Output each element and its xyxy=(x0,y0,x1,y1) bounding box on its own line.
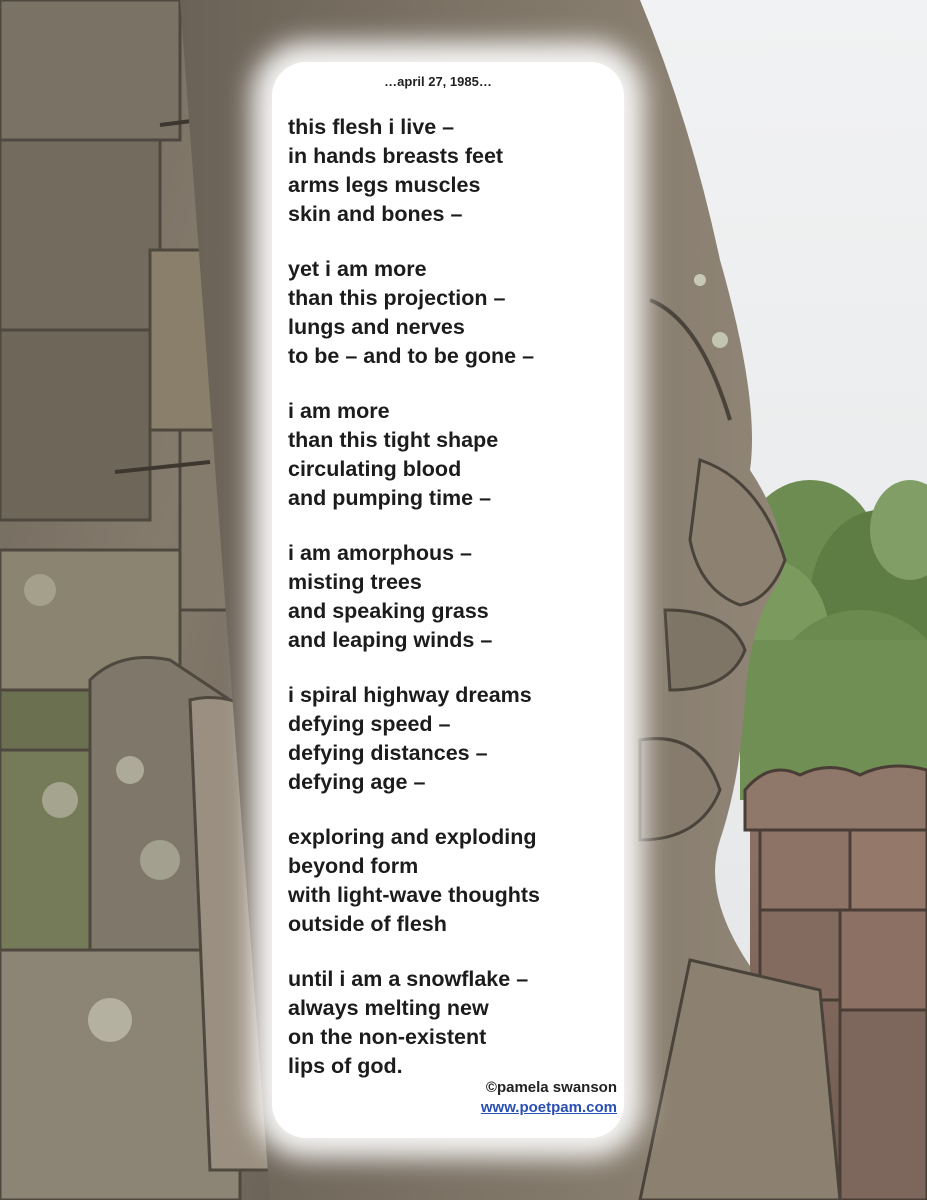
poem-line: and leaping winds – xyxy=(288,628,493,652)
poem-line: i spiral highway dreams xyxy=(288,683,532,707)
poem-line: i am amorphous – xyxy=(288,541,472,565)
stanza-4 xyxy=(288,539,608,655)
poem-line: until i am a snowflake – xyxy=(288,967,529,991)
poem-line: to be – and to be gone – xyxy=(288,344,535,368)
poem-line: lips of god. xyxy=(288,1054,403,1078)
poem-text xyxy=(288,113,608,1107)
poem-line: than this projection – xyxy=(288,286,506,310)
poem-line: in hands breasts feet xyxy=(288,144,504,168)
poem-line: than this tight shape xyxy=(288,428,499,452)
poem-line: yet i am more xyxy=(288,257,427,281)
poem-line: always melting new xyxy=(288,996,489,1020)
poem-line: this flesh i live – xyxy=(288,115,455,139)
poem-line: lungs and nerves xyxy=(288,315,465,339)
stanza-1 xyxy=(288,113,608,229)
poem-line: arms legs muscles xyxy=(288,173,481,197)
poem-line: i am more xyxy=(288,399,390,423)
poem-line: defying distances – xyxy=(288,741,488,765)
poem-line: beyond form xyxy=(288,854,419,878)
poem-line: outside of flesh xyxy=(288,912,447,936)
poem-line: circulating blood xyxy=(288,457,462,481)
stanza-7 xyxy=(288,965,608,1081)
poem-line: and pumping time – xyxy=(288,486,492,510)
poem-line: and speaking grass xyxy=(288,599,489,623)
poem-line: exploring and exploding xyxy=(288,825,537,849)
poem-date: …april 27, 1985… xyxy=(384,74,492,89)
poem-line: defying age – xyxy=(288,770,426,794)
stanza-6 xyxy=(288,823,608,939)
poem-line: skin and bones – xyxy=(288,202,463,226)
poem-line: with light-wave thoughts xyxy=(288,883,541,907)
stanza-5 xyxy=(288,681,608,797)
credit-block xyxy=(420,1078,617,1118)
poem-line: defying speed – xyxy=(288,712,451,736)
poem-line: misting trees xyxy=(288,570,422,594)
stanza-3 xyxy=(288,397,608,513)
poem-line: on the non-existent xyxy=(288,1025,487,1049)
website-link[interactable]: www.poetpam.com xyxy=(480,1099,617,1116)
author-credit: ©pamela swanson xyxy=(485,1079,617,1096)
stanza-2 xyxy=(288,255,608,371)
